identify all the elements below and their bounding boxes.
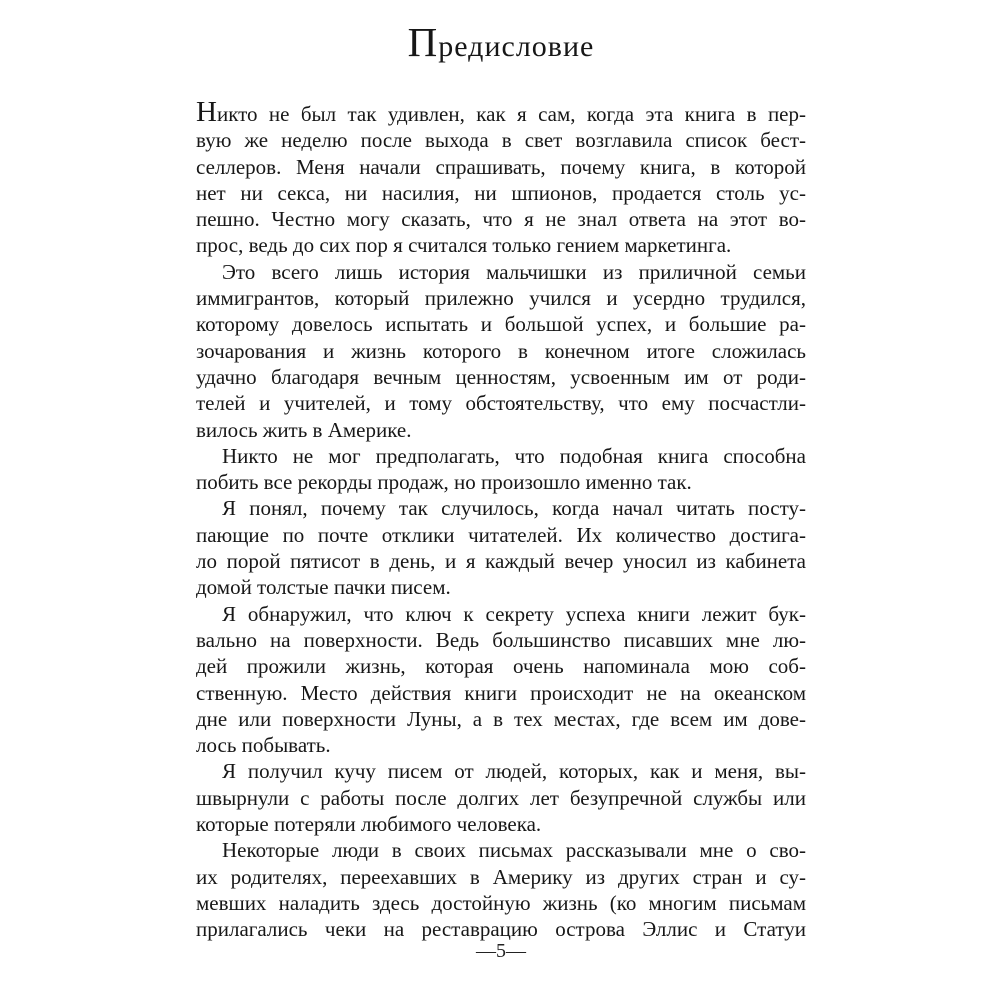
text-line: удачно благодаря вечным ценностям, усвоенным им от роди- [196,364,806,389]
text-line: Я понял, почему так случилось, когда начал читать посту- [222,496,806,521]
text-line: дей прожили жизнь, которая очень напоминала мою соб- [196,654,806,679]
text-line: пешно. Честно могу сказать, что я не знал ответа на этот во- [196,207,806,232]
chapter-title-initial: П [407,19,439,65]
text-line: швырнули с работы после долгих лет безупречной службы или [196,785,806,810]
text-line-rest: икто не был так удивлен, как я сам, когда эта книга в пер- [216,102,806,126]
text-line: телей и учителей, и тому обстоятельству, что ему посчастли- [196,391,806,416]
text-line: их родителях, переехавших в Америку из других стран и су- [196,864,806,889]
text-line: Я обнаружил, что ключ к секрету успеха книги лежит бук- [222,601,806,626]
text-line: которому довелось испытать и большой успех, и большие ра- [196,312,806,337]
text-line: домой толстые пачки писем. [196,575,451,600]
text-line: Я получил кучу писем от людей, которых, как и меня, вы- [222,759,806,784]
text-line: ственную. Место действия книги происходит не на океанском [196,680,806,705]
chapter-title-rest: редисловие [438,30,595,63]
body-text [196,96,806,943]
text-line: которые потеряли любимого человека. [196,812,542,837]
text-line [196,96,806,128]
text-line: зочарования и жизнь которого в конечном итоге сложилась [196,338,806,363]
text-line: пающие по почте отклики читателей. Их количество достига- [196,522,806,547]
chapter-title [196,19,806,70]
text-line: прос, ведь до сих пор я считался только гением маркетинга. [196,233,732,258]
text-line: побить все рекорды продаж, но произошло именно так. [196,470,692,495]
drop-cap: Н [196,96,217,128]
text-line: вально на поверхности. Ведь большинство писавших мне лю- [196,627,806,652]
page-number: —5— [476,940,526,962]
text-line: селлеров. Меня начали спрашивать, почему книга, в которой [196,154,806,179]
text-line: Это всего лишь история мальчишки из приличной семьи [222,259,806,284]
text-line: Некоторые люди в своих письмах рассказывали мне о сво- [222,838,806,863]
text-line: мевших наладить здесь достойную жизнь (ко многим письмам [196,890,806,915]
text-line: Никто не мог предполагать, что подобная книга способна [222,443,806,468]
text-line: прилагались чеки на реставрацию острова Эллис и Статуи [196,917,806,942]
text-line: нет ни секса, ни насилия, ни шпионов, продается столь ус- [196,180,806,205]
text-line: дне или поверхности Луны, а в тех местах, где всем им дове- [196,706,806,731]
text-line: вую же неделю после выхода в свет возглавила список бест- [196,128,806,153]
text-line: лось побывать. [196,733,331,758]
text-line: вилось жить в Америке. [196,417,412,442]
text-line: иммигрантов, который прилежно учился и усердно трудился, [196,286,806,311]
text-line: ло порой пятисот в день, и я каждый вечер уносил из кабинета [196,549,806,574]
